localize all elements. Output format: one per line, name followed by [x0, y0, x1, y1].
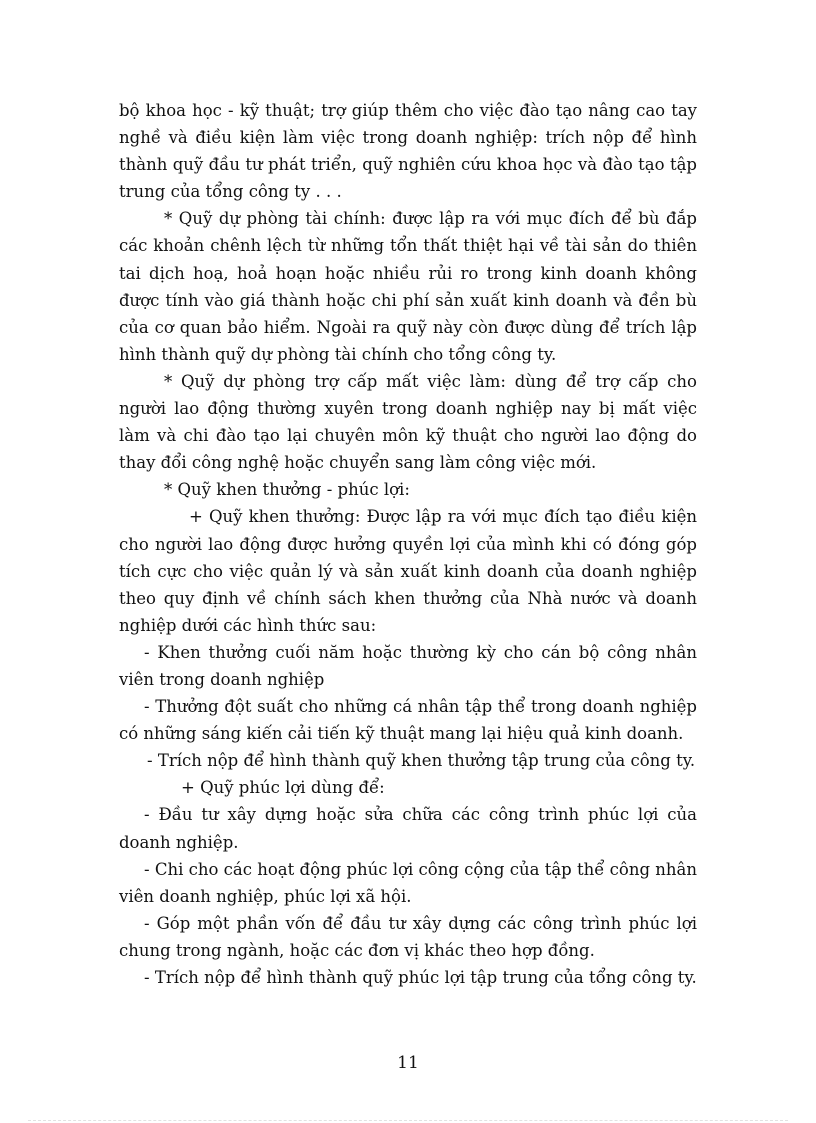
paragraph-reward-fund: + Quỹ khen thưởng: Được lập ra với mục đích tạo điều kiện cho người lao động được hưởng quyền lợi của mình khi có đóng góp tích cực cho việc quản lý và sản xuất kinh doanh của doanh nghiệp theo quy định về chính sách khen thưởng của Nhà nước và doanh nghiệp dưới các hình thức sau:: [119, 507, 697, 635]
body-text: [119, 97, 697, 991]
list-item-capital-contribution: - Góp một phần vốn để đầu tư xây dựng các công trình phúc lợi chung trong ngành, hoặc các đơn vị khác theo hợp đồng.: [119, 913, 697, 960]
list-item-special-bonus: - Thưởng đột suất cho những cá nhân tập thể trong doanh nghiệp có những sáng kiến cải tiến kỹ thuật mang lại hiệu quả kinh doanh.: [119, 697, 697, 744]
paragraph-job-loss-fund: * Quỹ dự phòng trợ cấp mất việc làm: dùng để trợ cấp cho người lao động thường xuyên trong doanh nghiệp nay bị mất việc làm và chi đào tạo lại chuyên môn kỹ thuật cho người lao động do thay đổi công nghệ hoặc chuyển sang làm công việc mới.: [119, 371, 697, 473]
page-number: 11: [397, 1053, 419, 1073]
paragraph-reward-welfare-heading: * Quỹ khen thưởng - phúc lợi:: [164, 480, 410, 500]
paragraph-continuation: bộ khoa học - kỹ thuật; trợ giúp thêm cho việc đào tạo nâng cao tay nghề và điều kiện làm việc trong doanh nghiệp: trích nộp để hình thành quỹ đầu tư phát triển, quỹ nghiên cứu khoa học và đào tạo tập trung của tổng công ty . . .: [119, 101, 697, 202]
list-item-year-end-bonus: - Khen thưởng cuối năm hoặc thường kỳ cho cán bộ công nhân viên trong doanh nghiệp: [119, 642, 697, 689]
list-item-welfare-construction: - Đầu tư xây dựng hoặc sửa chữa các công trình phúc lợi của doanh nghiệp.: [119, 805, 697, 852]
page-bottom-border: [28, 1120, 788, 1121]
list-item-public-welfare: - Chi cho các hoạt động phúc lợi công cộng của tập thể công nhân viên doanh nghiệp, phúc lợi xã hội.: [119, 859, 697, 906]
paragraph-welfare-fund-heading: + Quỹ phúc lợi dùng để:: [181, 778, 385, 798]
list-item-reward-contribution: - Trích nộp để hình thành quỹ khen thưởng tập trung của công ty.: [147, 751, 696, 771]
paragraph-financial-reserve-fund: * Quỹ dự phòng tài chính: được lập ra với mục đích để bù đắp các khoản chênh lệch từ những tổn thất thiệt hại về tài sản do thiên tai dịch hoạ, hoả hoạn hoặc nhiều rủi ro trong kinh doanh không được tính vào giá thành hoặc chi phí sản xuất kinh doanh và đền bù của cơ quan bảo hiểm. Ngoài ra quỹ này còn được dùng để trích lập hình thành quỹ dự phòng tài chính cho tổng công ty.: [119, 209, 697, 364]
list-item-welfare-contribution: - Trích nộp để hình thành quỹ phúc lợi tập trung của tổng công ty.: [144, 968, 697, 987]
